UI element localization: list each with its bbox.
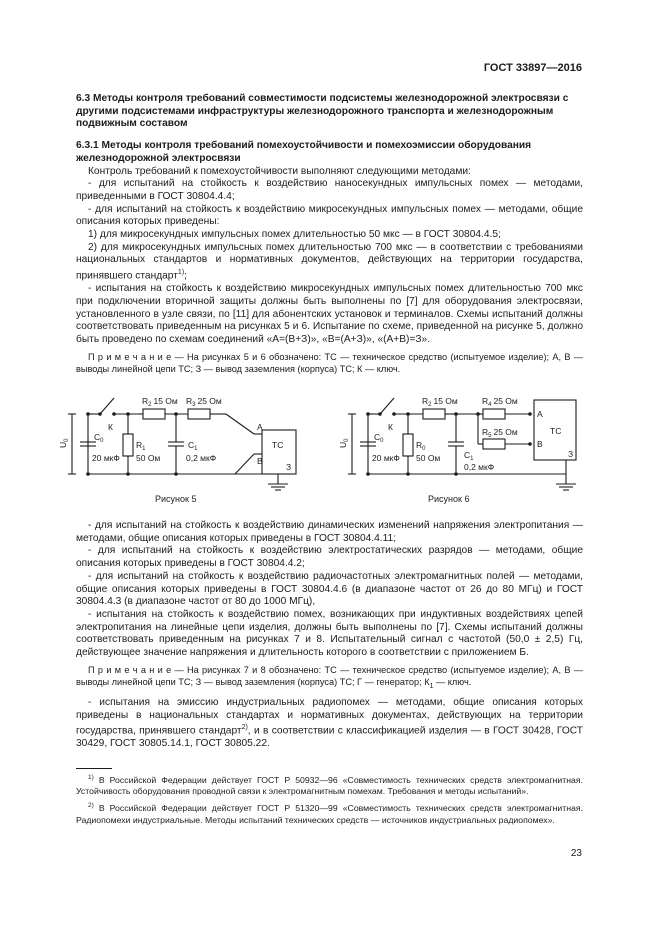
paragraph: - для испытаний на стойкость к воздействию наносекундных импульсных помех — методами, приведенными в ГОСТ 30804.4.4; [76,178,583,202]
text-run: - испытания на эмиссию индустриальных радиопомех — методами, общие описания которых приведены в национальных стандартах и нормативных документах, действующих на территории государства, принявшего стандарт [76,696,583,737]
z-label: З [568,449,574,459]
switch-blade [380,398,394,414]
tc-label: ТС [272,440,284,450]
figure-6-circuit [330,384,590,494]
footnote-divider [76,768,112,769]
resistor-r1 [123,434,133,456]
paragraph [76,697,583,751]
note-text: — ключ. [433,676,472,687]
paragraph: - испытания на стойкость к воздействию помех, возникающих при индуктивных воздействиях цепей электропитания на линейные цепи изделия, должны быть выполнены по [7]. Схемы испытаний должны соответствовать приведенным на рисунках 7 и 8. Испытательный сигнал с частотой (50,0 ± 2,5) Гц, действующее значение напряжения и длительность которого в соответствии с приложением Б. [76,608,583,659]
footnote-text: В Российской Федерации действует ГОСТ Р 51320—99 «Совместимость технических средств электромагнитная. Радиопомехи индустриальные. Методы испытаний технических средств — источников индустриальных радиопомех». [76,802,583,825]
footnote-1 [76,772,583,798]
c0-label: $C_0$ [94,432,104,444]
footnote-mark: 2) [88,802,94,810]
r0-label: $R_0$ [416,440,426,452]
page-number: 23 [570,848,582,859]
c1-label: $C_1$ [464,450,474,462]
b-label: В [257,456,263,466]
tc-label: ТС [550,426,562,436]
r4-label: $R_4$ 25 Ом [482,396,518,408]
note [76,351,583,375]
figure-5-caption: Рисунок 5 [155,494,197,504]
u0-label: $U_0$ [58,438,70,448]
note-label: П р и м е ч а н и е [88,664,172,675]
k-label: К [388,422,393,432]
note-sub: 1 [429,682,434,690]
c0-value: 20 мкФ [92,453,120,463]
resistor-r2 [423,409,445,419]
r1-value: 50 Ом [136,453,161,463]
u0-label: $U_0$ [338,438,350,448]
b-label: В [537,439,543,449]
resistor-r5 [483,439,505,449]
paragraph [76,242,583,284]
paragraph: - для испытаний на стойкость к воздействию микросекундных импульсных помех — методами, общие описания которых приведены: [76,203,583,228]
c1-value: 0,2 мкФ [464,462,495,472]
footnotes [76,772,583,826]
figure-5-circuit [50,384,310,494]
resistor-r3 [188,409,210,419]
footnote-text: В Российской Федерации действует ГОСТ Р 50932—96 «Совместимость технических средств электромагнитная. Устойчивость оборудования проводной связи к электромагнитным помехам. Требования и методы испытаний». [76,774,583,797]
footnote-ref: 2) [241,724,248,732]
lower-text-block [76,520,583,751]
paragraph: - для испытаний на стойкость к воздействию радиочастотных электромагнитных полей — методами, общие описания которых приведены в ГОСТ 30804.4.6 (в диапазоне частот от 26 до 80 МГц) и ГОСТ 30804.4.3 (в диапазоне частот от 80 до 1000 МГц), [76,570,583,608]
paragraph: - испытания на стойкость к воздействию микросекундных импульсных помех длительностью 700 мкс при подключении вторичной защиты должны быть выполнены по [7] для оборудования электросвязи, установленного в узле связи, по [11] для абонентских установок и терминалов. Схемы испытаний должны соответствовать приведенным на рисунках 5 и 6. Испытание по схеме, приведенной на рисунке 5, должно быть проведено по схемам соединений «А=(В+З)», «В=(А+З)», «(А+В)=З». [76,283,583,346]
switch-blade [100,398,114,414]
c1-value: 0,2 мкФ [186,453,217,463]
note-text: — На рисунках 5 и 6 обозначено: ТС — техническое средство (испытуемое изделие); А, В — выводы линейной цепи ТС; З — вывод заземления (корпуса) ТС; К — ключ. [76,351,583,374]
section-6-3-title: 6.3 Методы контроля требований совместимости подсистемы железнодорожной электросвязи с другими подсистемами инфраструктуры железнодорожного транспорта и железнодорожным подвижным составом [76,93,569,130]
a-label: А [257,422,263,432]
note-label: П р и м е ч а н и е [88,351,172,362]
figure-6-caption: Рисунок 6 [428,494,470,504]
c0-value: 20 мкФ [372,453,400,463]
k-label: К [108,422,113,432]
text-run: ; [184,270,187,282]
text-run: 2) для микросекундных импульсных помех длительностью 700 мкс — в соответствии с требованиями национальных стандартов и нормативных документов, действующих на территории государства, принявшего стандарт [76,241,583,282]
z-label: З [286,462,292,472]
resistor-r2 [143,409,165,419]
r2-label: $R_2$ 15 Ом [142,396,178,408]
r1-label: $R_1$ [136,440,146,452]
text-run: , и в соответствии с классификацией изделия — в ГОСТ 30428, ГОСТ 30429, ГОСТ 30805.14.1, ГОСТ 30805.22. [76,725,583,750]
upper-text-block [76,93,583,375]
r2-label: $R_2$ 15 Ом [422,396,458,408]
footnote-2 [76,800,583,826]
resistor-r0 [403,434,413,456]
footnote-ref: 1) [177,269,185,277]
c1-label: $C_1$ [188,440,198,452]
c0-label: $C_0$ [374,432,384,444]
section-6-3-1-title: 6.3.1 Методы контроля требований помехоустойчивости и помехоэмиссии оборудования железнодорожной электросвязи [76,140,532,164]
r0-value: 50 Ом [416,453,441,463]
resistor-r4 [483,409,505,419]
r3-label: $R_3$ 25 Ом [186,396,222,408]
paragraph: Контроль требований к помехоустойчивости выполняют следующими методами: [88,165,471,177]
footnote-mark: 1) [88,774,94,781]
paragraph: - для испытаний на стойкость к воздействию электростатических разрядов — методами, общие описания которых приведены в ГОСТ 30804.4.2; [76,545,583,570]
paragraph: - для испытаний на стойкость к воздействию динамических изменений напряжения электропитания — методами, общие описания которых приведены в ГОСТ 30804.4.11; [76,520,583,544]
note-text: — На рисунках 7 и 8 обозначено: ТС — техническое средство (испытуемое изделие); А, В — выводы линейной цепи ТС; З — вывод заземления (корпуса) ТС; Г — генератор; К [76,664,583,687]
r5-label: $R_5$ 25 Ом [482,427,518,439]
paragraph: 1) для микросекундных импульсных помех длительностью 50 мкс — в ГОСТ 30804.4.5; [88,229,501,241]
standard-number: ГОСТ 33897—2016 [483,62,582,74]
note [76,664,583,693]
a-label: А [537,409,543,419]
